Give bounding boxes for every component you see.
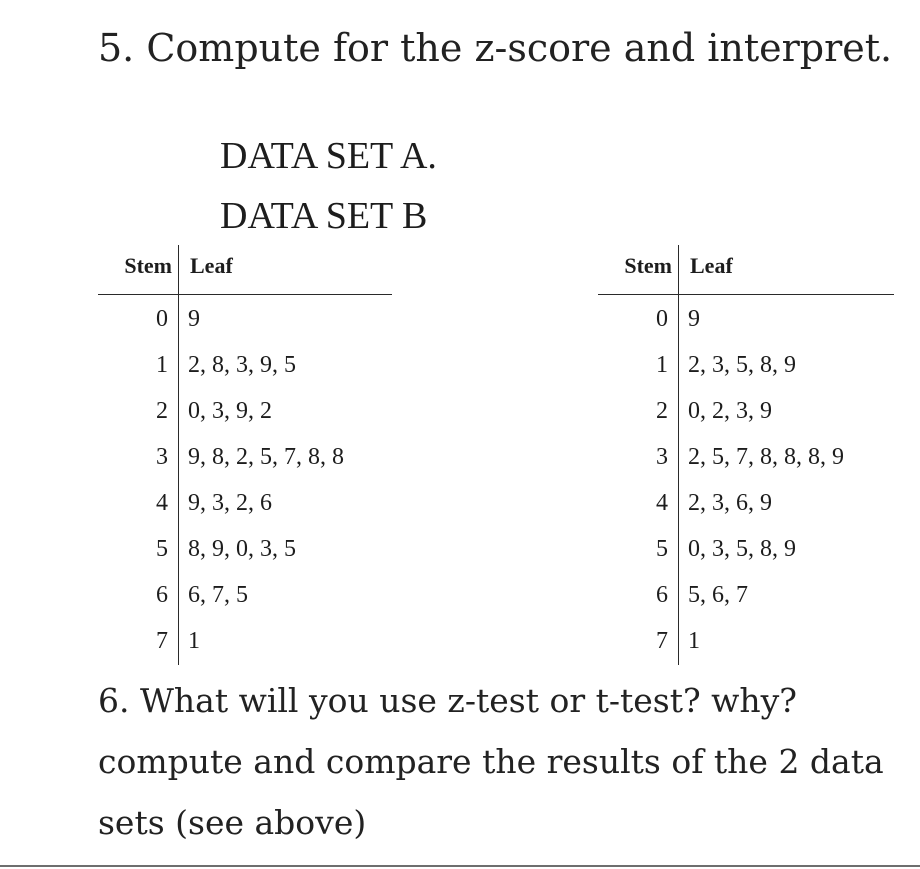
stem-leaf-plot-a	[98, 245, 392, 665]
stem-leaf-row	[98, 526, 392, 572]
stem-value: 5	[656, 536, 668, 562]
leaf-values: 9, 3, 2, 6	[188, 490, 272, 516]
stem-leaf-rows	[598, 296, 894, 664]
bottom-divider	[0, 865, 920, 867]
leaf-header: Leaf	[190, 253, 233, 278]
header-rule	[598, 294, 894, 295]
stem-value: 7	[156, 628, 168, 654]
stem-value: 0	[656, 306, 668, 332]
stem-leaf-rows	[98, 296, 392, 664]
stem-value: 6	[656, 582, 668, 608]
stem-leaf-row	[598, 526, 894, 572]
leaf-values: 9	[188, 306, 200, 332]
leaf-values: 2, 3, 5, 8, 9	[688, 352, 796, 378]
stem-value: 0	[156, 306, 168, 332]
stem-leaf-row	[598, 572, 894, 618]
stem-value: 1	[156, 352, 168, 378]
question-6-text: 6. What will you use z-test or t-test? why? compute and compare the results of the 2 data sets (see above)	[98, 681, 884, 842]
leaf-values: 0, 2, 3, 9	[688, 398, 772, 424]
leaf-values: 9	[688, 306, 700, 332]
stem-value: 3	[656, 444, 668, 470]
stem-leaf-row	[598, 480, 894, 526]
question-5-text: 5. Compute for the z-score and interpret.	[98, 26, 893, 70]
leaf-values: 6, 7, 5	[188, 582, 248, 608]
stem-leaf-row	[98, 388, 392, 434]
stem-header: Stem	[624, 253, 672, 278]
leaf-values: 1	[688, 628, 700, 654]
stem-leaf-row	[98, 434, 392, 480]
stem-value: 3	[156, 444, 168, 470]
leaf-values: 5, 6, 7	[688, 582, 748, 608]
data-set-a-title: DATA SET A.	[220, 135, 437, 177]
leaf-values: 0, 3, 5, 8, 9	[688, 536, 796, 562]
leaf-values: 1	[188, 628, 200, 654]
stem-leaf-row	[98, 296, 392, 342]
stem-value: 4	[156, 490, 168, 516]
stem-leaf-plot-b	[598, 245, 894, 665]
leaf-values: 9, 8, 2, 5, 7, 8, 8	[188, 444, 344, 470]
stem-leaf-row	[598, 296, 894, 342]
stem-value: 2	[656, 398, 668, 424]
stem-header: Stem	[124, 253, 172, 278]
stem-leaf-row	[598, 434, 894, 480]
stem-value: 6	[156, 582, 168, 608]
stem-leaf-row	[98, 342, 392, 388]
stem-leaf-row	[598, 618, 894, 664]
leaf-header: Leaf	[690, 253, 733, 278]
stem-value: 5	[156, 536, 168, 562]
header-rule	[98, 294, 392, 295]
stem-leaf-row	[598, 388, 894, 434]
stem-leaf-row	[98, 572, 392, 618]
stem-value: 1	[656, 352, 668, 378]
data-set-b-title: DATA SET B	[220, 195, 428, 237]
stem-value: 7	[656, 628, 668, 654]
leaf-values: 2, 8, 3, 9, 5	[188, 352, 296, 378]
stem-value: 2	[156, 398, 168, 424]
stem-leaf-row	[98, 618, 392, 664]
leaf-values: 0, 3, 9, 2	[188, 398, 272, 424]
leaf-values: 8, 9, 0, 3, 5	[188, 536, 296, 562]
stem-value: 4	[656, 490, 668, 516]
stem-leaf-row	[598, 342, 894, 388]
leaf-values: 2, 5, 7, 8, 8, 8, 9	[688, 444, 844, 470]
stem-leaf-row	[98, 480, 392, 526]
leaf-values: 2, 3, 6, 9	[688, 490, 772, 516]
